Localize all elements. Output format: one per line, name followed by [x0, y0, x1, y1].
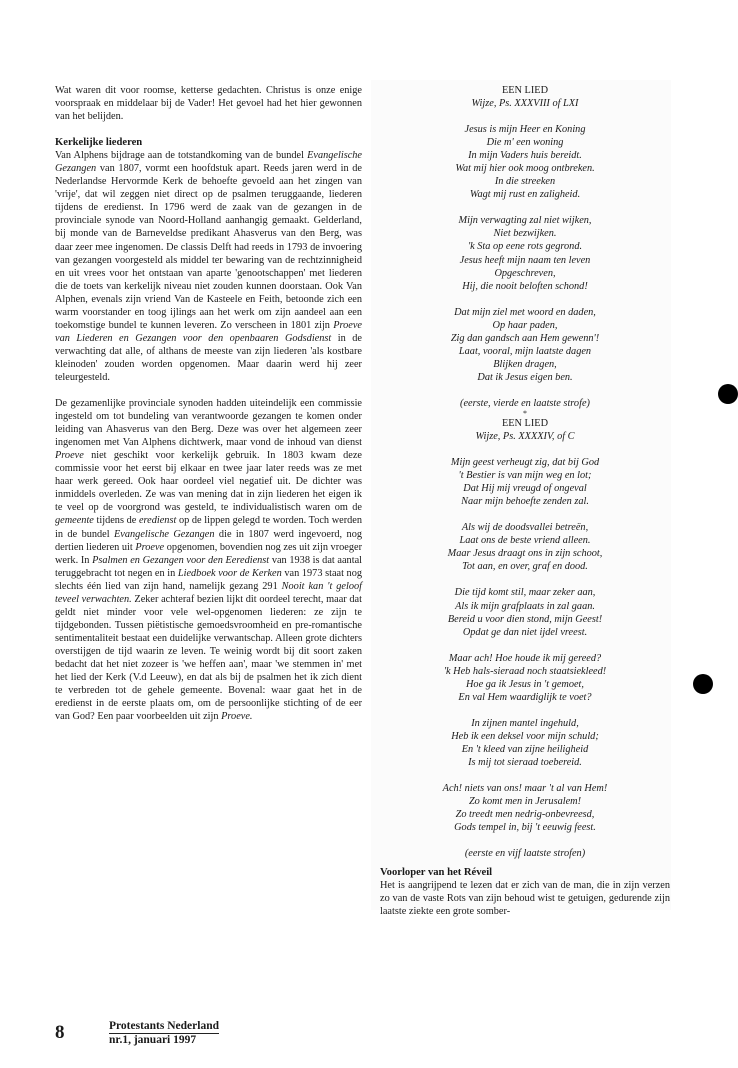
page-number: 8 [55, 1022, 65, 1043]
song-2 [380, 417, 670, 860]
paragraph-kerkelijke-liederen: Van Alphens bijdrage aan de totstandkoming van de bundel Evangelische Gezangen van 1807, vormt een hoofdstuk apart. Reeds jaren werd in de Nederlandse Hervormde Kerk de behoefte gevoeld aan het zingen van 'vrije', dat wil zeggen niet direct op de psalmen teruggaande, liederen tijdens de eredienst. In 1796 werd de zaak van de gezangen in de provinciale synode van Noord-Holland aanhangig gemaakt. Gelderland, bij monde van de Barneveldse predikant Ahasverus van den Berg, was daar zeer mee ingenomen. De classis Delft had reeds in 1793 de invoering van gezangen voorgesteld als middel ter bewaring van de rechtzinnigheid en uit vrees voor het ontstaan van aparte 'genootschappen' met liederen die de toets van kerkelijk niveau niet zouden kunnen doorstaan. Ook Van Alphen, evenals zijn vriend Van de Kasteele en Feith, betoonde zich een warm voorstander en toog ijlings aan het werk om zijn aandeel aan een toekomstige bundel te kunnen leveren. Zo verscheen in 1801 zijn Proeve van Liederen en Gezangen voor den openbaaren Godsdienst in de verwachting dat alle, of althans de meeste van zijn liederen 'als kostbare kleinoden' zouden worden opgenomen. Maar daarin werd hij zeer teleurgesteld. [55, 150, 362, 383]
paragraph-synoden: De gezamenlijke provinciale synoden hadden uiteindelijk een commissie ingesteld om tot bundeling van verantwoorde gezangen te komen onder leiding van Ahasverus van den Berg. Deze was over het algemeen zeer ingenomen met Van Alphens dichtwerk, maar vond de inhoud van dienst Proeve niet geschikt voor kerkelijk gebruik. In 1803 kwam deze commissie voor het eerst bij elkaar en twee jaar later reeds was ze met haar werk gereed. Ook haar oordeel viel negatief uit. De dichter was inmiddels overleden. Ze was van mening dat in zijn liederen het eigen ik te veel op de voorgrond was gesteld, te individualistisch waren om de gemeente tijdens de eredienst op de lippen gelegd te worden. Toch werden in de bundel Evangelische Gezangen die in 1807 werd ingevoerd, nog dertien liederen uit Proeve opgenomen, bovendien nog zes uit zijn vroeger werk. In Psalmen en Gezangen voor den Eeredienst van 1938 is dat aantal teruggebracht tot negen en in Liedboek voor de Kerken van 1973 staat nog slechts één lied van zijn hand, namelijk gezang 291 Nooit kan 't geloof teveel verwachten. Zeker achteraf bezien lijkt dit oordeel terecht, maar dat geldt niet minder voor vele wel-opgenomen liederen: ze zijn te tijdgebonden. Tussen piëtistische gemoedsvroomheid en pre-romantische sentimentaliteit bestaat een duidelijke verwantschap. Alleen grote dichters overstijgen de tijd waarin ze leven. Te weinig wordt bij dit soort zaken bedacht dat het niet zozeer is 'we heffen aan', maar 'we stemmen in' met het lied der Kerk (V.d Leeuw), en dat als bij de psalmen het ik zich dient te verbreden tot de gehele gemeente. Bovenal: waar gaat het in de eredienst in de eerste plaats om, om de persoonlijke stichting of de eer van God? Een paar voorbeelden uit zijn Proeve. [55, 398, 363, 723]
song-1-stanza: Jesus is mijn Heer en Koning Die m' een woning In mijn Vaders huis bereidt. Wat mij hier ook moog ontbreken. In die streeken Wagt mij rust en zaligheid. [455, 124, 595, 201]
right-column [380, 84, 670, 918]
section-heading-voorloper: Voorloper van het Réveil [380, 867, 493, 879]
song-2-note: (eerste en vijf laatste strofen) [464, 848, 586, 860]
song-2-tune: Wijze, Ps. XXXXIV, of C [475, 431, 575, 443]
song-1-stanza: Dat mijn ziel met woord en daden, Op haar paden, Zig dan gandsch aan Hem gewenn'! Laat, vooral, mijn laatste dagen Blijken dragen, Dat ik Jesus eigen ben. [450, 306, 600, 383]
song-2-stanza: In zijnen mantel ingehuld, Heb ik een deksel voor mijn schuld; En 't kleed van zijne heiligheid Is mij tot sieraad toebereid. [451, 717, 599, 768]
magazine-info [109, 1020, 219, 1047]
paragraph-voorloper: Het is aangrijpend te lezen dat er zich van de man, die in zijn verzen zo van de vaste Rots van zijn behoud wist te getuigen, gedurende zijn laatste ziekte een grote somber- [380, 880, 670, 918]
section-heading-kerkelijke-liederen: Kerkelijke liederen [55, 137, 143, 149]
binder-hole [693, 674, 713, 694]
separator-asterisk: * [523, 408, 527, 418]
song-2-stanza: Maar ach! Hoe houde ik mij gereed? 'k Heb hals-sieraad noch staatsiekleed! Hoe ga ik Jesus in 't gemoet, En val Hem waardiglijk te voet? [443, 652, 607, 703]
song-2-stanza: Die tijd komt stil, maar zeker aan, Als ik mijn grafplaats in zal gaan. Bereid u voor dien stond, mijn Geest! Opdat ge dan niet ijdel vreest. [447, 587, 603, 638]
song-1-title: EEN LIED [501, 85, 549, 96]
issue-info: nr.1, januari 1997 [109, 1034, 197, 1046]
song-1-stanza: Mijn verwagting zal niet wijken, Niet bezwijken. 'k Sta op eene rots gegrond. Jesus heeft mijn naam ten leven Opgeschreven, Hij, die nooit beloften schond! [458, 215, 592, 292]
binder-hole [718, 384, 738, 404]
left-column [55, 84, 362, 723]
song-2-title: EEN LIED [501, 417, 549, 429]
song-1 [380, 84, 670, 417]
song-2-stanza: Mijn geest verheugt zig, dat bij God 't Bestier is van mijn weg en lot; Dat Hij mij vreugd of ongeval Naar mijn behoefte zenden zal. [450, 457, 600, 508]
song-2-stanza: Ach! niets van ons! maar 't al van Hem! Zo komt men in Jerusalem! Zo treedt men nedrig-onbevreesd, Gods tempel in, bij 't eeuwig feest. [442, 783, 608, 834]
song-2-stanza: Als wij de doodsvallei betreën, Laat ons de beste vriend alleen. Maar Jesus draagt ons in zijn schoot, Tot aan, en over, graf en dood. [447, 522, 603, 573]
song-1-tune: Wijze, Ps. XXXVIII of LXI [471, 98, 579, 110]
magazine-title: Protestants Nederland [109, 1020, 219, 1032]
intro-paragraph: Wat waren dit voor roomse, ketterse gedachten. Christus is onze enige voorspraak en middelaar bij de Vader! Het gevoel had het hier gewonnen van het belijden. [55, 85, 362, 123]
song-1-note: (eerste, vierde en laatste strofe) [460, 397, 590, 409]
